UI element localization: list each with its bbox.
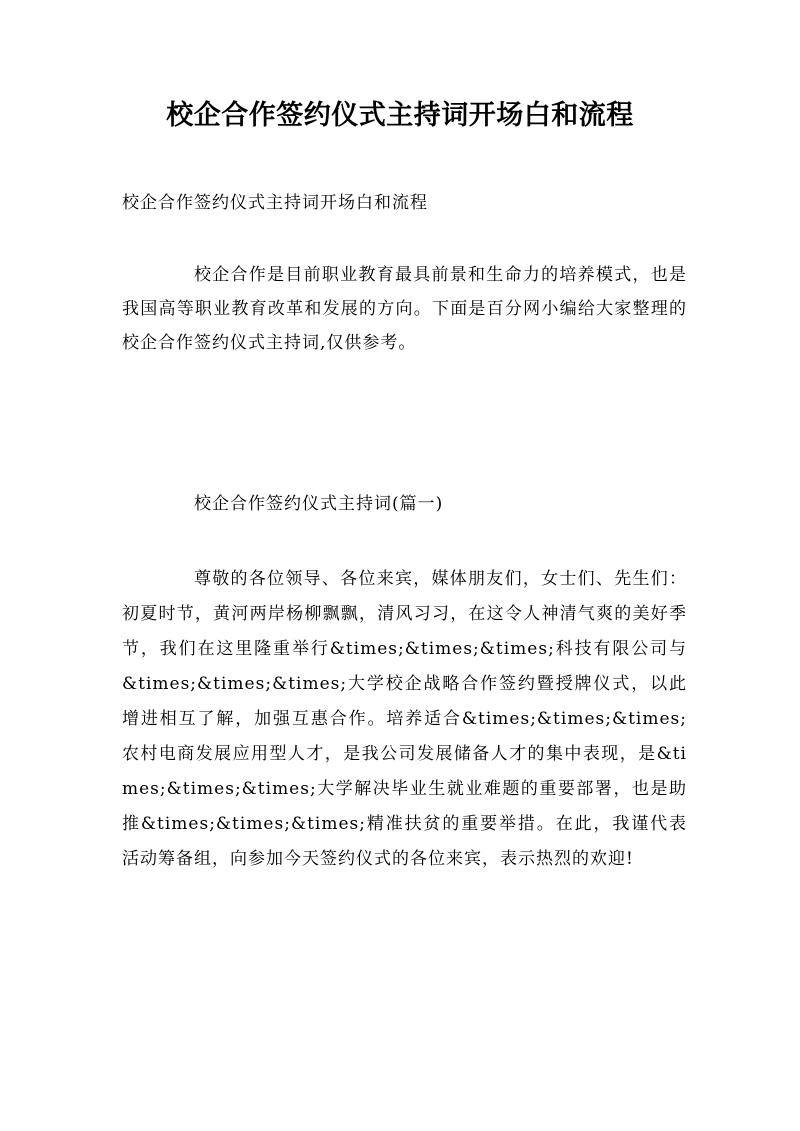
body-paragraph: 尊敬的各位领导、各位来宾，媒体朋友们，女士们、先生们： 初夏时节，黄河两岸杨柳飘飘，清风习习，在这令人神清气爽的美好季节，我们在这里隆重举行&times;&times;&times;科技有限公司与&times;&times;&times;大学校企战略合作签约暨授牌仪式，以此增进相互了解，加强互惠合作。培养适合&times;&times;&times;农村电商发展应用型人才，是我公司发展储备人才的集中表现，是&times;&times;&times;大学解决毕业生就业难题的重要部署，也是助推&times;&times;&times;精准扶贫的重要举措。在此，我谨代表活动筹备组，向参加今天签约仪式的各位来宾，表示热烈的欢迎!: [122, 569, 687, 869]
section-heading: 校企合作签约仪式主持词(篇一): [194, 494, 444, 514]
document-title: 校企合作签约仪式主持词开场白和流程: [166, 100, 634, 131]
intro-paragraph: 校企合作是目前职业教育最具前景和生命力的培养模式，也是我国高等职业教育改革和发展的方向。下面是百分网小编给大家整理的校企合作签约仪式主持词,仅供参考。: [122, 265, 687, 353]
document-subtitle: 校企合作签约仪式主持词开场白和流程: [122, 193, 428, 213]
